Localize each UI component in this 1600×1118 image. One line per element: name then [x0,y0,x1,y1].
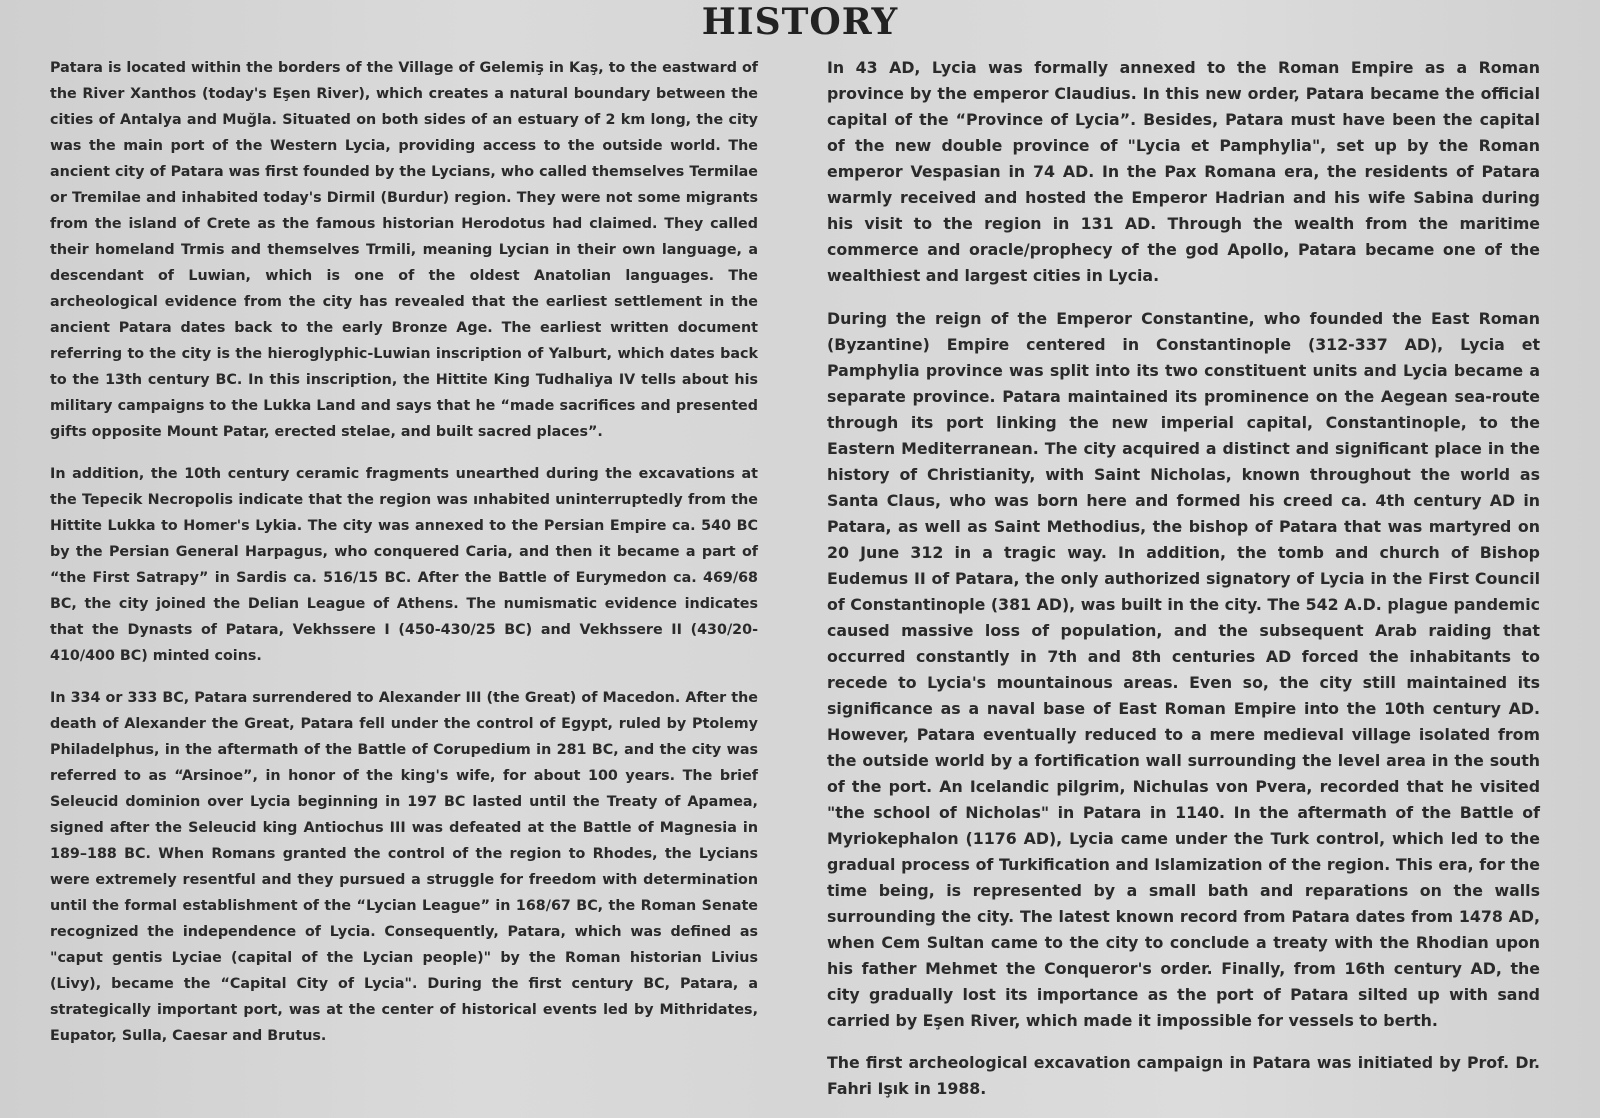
left-column [50,55,758,1065]
right-column [827,55,1540,1118]
paragraph-founding: Patara is located within the borders of the Village of Gelemiş in Kaş, to the eastward of the River Xanthos (today's Eşen River), which creates a natural boundary between the cities of Antalya and Muğla. Situated on both sides of an estuary of 2 km long, the city was the main port of the Western Lycia, providing access to the outside world. The ancient city of Patara was first founded by the Lycians, who called themselves Termilae or Tremilae and inhabited today's Dirmil (Burdur) region. They were not some migrants from the island of Crete as the famous historian Herodotus had claimed. They called their homeland Trmis and themselves Trmili, meaning Lycian in their own language, a descendant of Luwian, which is one of the oldest Anatolian languages. The archeological evidence from the city has revealed that the earliest settlement in the ancient Patara dates back to the early Bronze Age. The earliest written document referring to the city is the hieroglyphic-Luwian inscription of Yalburt, which dates back to the 13th century BC. In this inscription, the Hittite King Tudhaliya IV tells about his military campaigns to the Lukka Land and says that he “made sacrifices and presented gifts opposite Mount Patar, erected stelae, and built sacred places”. [50,60,758,440]
paragraph-persian-era: In addition, the 10th century ceramic fragments unearthed during the excavations at the Tepecik Necropolis indicate that the region was ınhabited uninterruptedly from the Hittite Lukka to Homer's Lykia. The city was annexed to the Persian Empire ca. 540 BC by the Persian General Harpagus, who conquered Caria, and then it became a part of “the First Satrapy” in Sardis ca. 516/15 BC. After the Battle of Eurymedon ca. 469/68 BC, the city joined the Delian League of Athens. The numismatic evidence indicates that the Dynasts of Patara, Vekhssere I (450-430/25 BC) and Vekhssere II (430/20-410/400 BC) minted coins. [50,466,758,664]
paragraph-roman-era: In 43 AD, Lycia was formally annexed to the Roman Empire as a Roman province by the emperor Claudius. In this new order, Patara became the official capital of the “Province of Lycia”. Besides, Patara must have been the capital of the new double province of "Lycia et Pamphylia", set up by the Roman emperor Vespasian in 74 AD. In the Pax Romana era, the residents of Patara warmly received and hosted the Emperor Hadrian and his wife Sabina during his visit to the region in 131 AD. Through the wealth from the maritime commerce and oracle/prophecy of the god Apollo, Patara became one of the wealthiest and largest cities in Lycia. [827,58,1540,285]
paragraph-excavation: The first archeological excavation campaign in Patara was initiated by Prof. Dr. Fahri Işık in 1988. [827,1053,1540,1098]
paragraph-byzantine-era: During the reign of the Emperor Constantine, who founded the East Roman (Byzantine) Empire centered in Constantinople (312-337 AD), Lycia et Pamphylia province was split into its two constituent units and Lycia became a separate province. Patara maintained its prominence on the Aegean sea-route through its port linking the new imperial capital, Constantinople, to the Eastern Mediterranean. The city acquired a distinct and significant place in the history of Christianity, with Saint Nicholas, known throughout the world as Santa Claus, who was born here and formed his creed ca. 4th century AD in Patara, as well as Saint Methodius, the bishop of Patara that was martyred on 20 June 312 in a tragic way. In addition, the tomb and church of Bishop Eudemus II of Patara, the only authorized signatory of Lycia in the First Council of Constantinople (381 AD), was built in the city. The 542 A.D. plague pandemic caused massive loss of population, and the subsequent Arab raiding that occurred constantly in 7th and 8th centuries AD forced the inhabitants to recede to Lycia's mountainous areas. Even so, the city still maintained its significance as a naval base of East Roman Empire into the 10th century AD. However, Patara eventually reduced to a mere medieval village isolated from the outside world by a fortification wall surrounding the level area in the south of the port. An Icelandic pilgrim, Nichulas von Pvera, recorded that he visited "the school of Nicholas" in Patara in 1140. In the aftermath of the Battle of Myriokephalon (1176 AD), Lycia came under the Turk control, which led to the gradual process of Turkification and Islamization of the region. This era, for the time being, is represented by a small bath and reparations on the walls surrounding the city. The latest known record from Patara dates from 1478 AD, when Cem Sultan came to the city to conclude a treaty with the Rhodian upon his father Mehmet the Conqueror's order. Finally, from 16th century AD, the city gradually lost its importance as the port of Patara silted up with sand carried by Eşen River, which made it impossible for vessels to berth. [827,309,1540,1030]
page-title: HISTORY [701,1,899,43]
paragraph-hellenistic-era: In 334 or 333 BC, Patara surrendered to Alexander III (the Great) of Macedon. After the death of Alexander the Great, Patara fell under the control of Egypt, ruled by Ptolemy Philadelphus, in the aftermath of the Battle of Corupedium in 281 BC, and the city was referred to as “Arsinoe”, in honor of the king's wife, for about 100 years. The brief Seleucid dominion over Lycia beginning in 197 BC lasted until the Treaty of Apamea, signed after the Seleucid king Antiochus III was defeated at the Battle of Magnesia in 189–188 BC. When Romans granted the control of the region to Rhodes, the Lycians were extremely resentful and they pursued a struggle for freedom with determination until the formal establishment of the “Lycian League” in 168/67 BC, the Roman Senate recognized the independence of Lycia. Consequently, Patara, which was defined as "caput gentis Lyciae (capital of the Lycian people)" by the Roman historian Livius (Livy), became the “Capital City of Lycia". During the first century BC, Patara, a strategically important port, was at the center of historical events led by Mithridates, Eupator, Sulla, Caesar and Brutus. [50,690,758,1044]
